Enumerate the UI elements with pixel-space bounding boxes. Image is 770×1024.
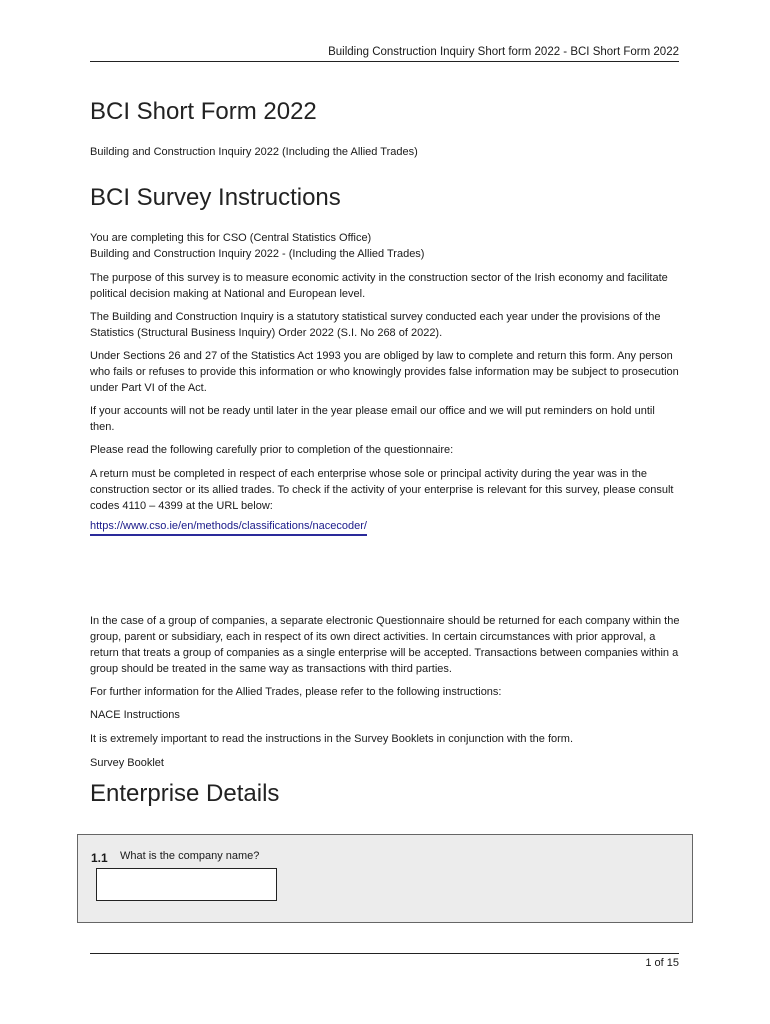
- accounts-paragraph: If your accounts will not be ready until later in the year please email our office and we will put reminders on hold until then.: [90, 405, 655, 433]
- survey-booklet-link[interactable]: Survey Booklet: [90, 757, 164, 769]
- read-carefully-paragraph: Please read the following carefully prior to completion of the questionnaire:: [90, 444, 454, 456]
- question-number: 1.1: [91, 851, 108, 865]
- intro-line-2: Building and Construction Inquiry 2022 - (Including the Allied Trades): [90, 248, 425, 260]
- purpose-paragraph: The purpose of this survey is to measure economic activity in the construction sector of the Irish economy and facilitate political decision making at National and European level.: [90, 272, 668, 300]
- instructions-title: BCI Survey Instructions: [90, 184, 341, 211]
- return-required-paragraph: A return must be completed in respect of each enterprise whose sole or principal activity during the year was in the construction sector or its allied trades. To check if the activity of your enterprise is relevant for this survey, please consult codes 4110 – 4399 at the URL below:: [90, 468, 674, 512]
- question-text: What is the company name?: [120, 850, 260, 862]
- page-number: 1 of 15: [645, 957, 679, 969]
- nace-instructions-link[interactable]: NACE Instructions: [90, 709, 180, 721]
- running-header: Building Construction Inquiry Short form 2022 - BCI Short Form 2022: [90, 46, 679, 62]
- nace-coder-link[interactable]: https://www.cso.ie/en/methods/classifications/nacecoder/: [90, 520, 367, 536]
- group-companies-paragraph: In the case of a group of companies, a separate electronic Questionnaire should be returned for each company within the group, parent or subsidiary, each in respect of its own direct activities. In certain circumstances with prior approval, a return that treats a group of companies as a single enterprise will be accepted. Transactions between companies within a group should be treated in the same way as transactions with third parties.: [90, 615, 680, 675]
- company-name-input[interactable]: [96, 868, 277, 901]
- form-subtitle: Building and Construction Inquiry 2022 (Including the Allied Trades): [90, 146, 418, 158]
- legal-paragraph: Under Sections 26 and 27 of the Statistics Act 1993 you are obliged by law to complete and return this form. Any person who fails or refuses to provide this information or who knowingly provides false information may be subject to prosecution under Part VI of the Act.: [90, 350, 679, 394]
- enterprise-details-title: Enterprise Details: [90, 780, 280, 807]
- question-1-1-box: [77, 834, 693, 923]
- allied-trades-paragraph: For further information for the Allied Trades, please refer to the following instructions:: [90, 686, 502, 698]
- intro-line-1: You are completing this for CSO (Central Statistics Office): [90, 232, 372, 244]
- footer-divider: [90, 953, 679, 954]
- statutory-paragraph: The Building and Construction Inquiry is a statutory statistical survey conducted each year under the provisions of the Statistics (Structural Business Inquiry) Order 2022 (S.I. No 268 of 2022).: [90, 311, 661, 339]
- important-paragraph: It is extremely important to read the instructions in the Survey Booklets in conjunction with the form.: [90, 733, 574, 745]
- form-title: BCI Short Form 2022: [90, 98, 317, 125]
